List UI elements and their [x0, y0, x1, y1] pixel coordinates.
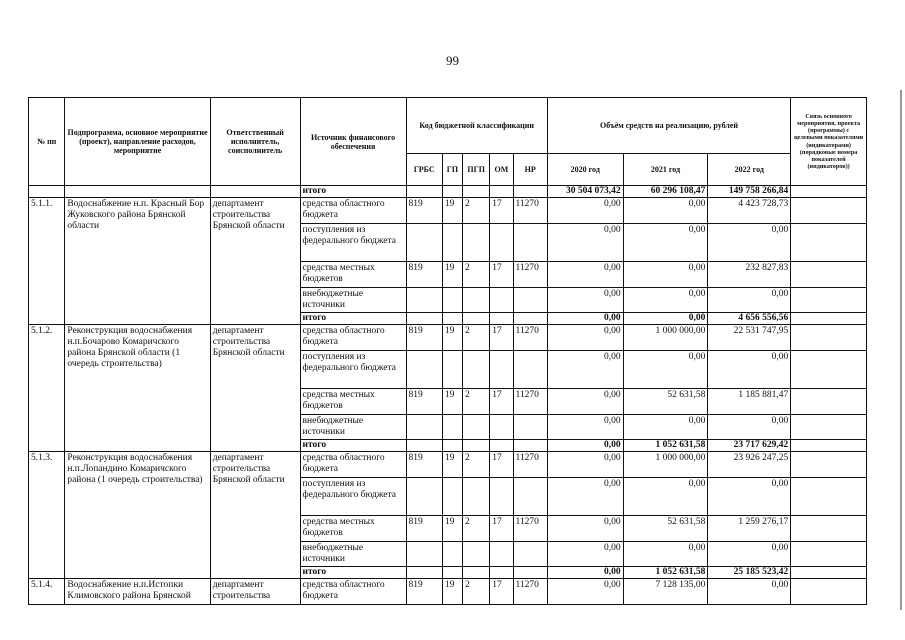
code-om: [490, 415, 513, 440]
header-link: Связь основного мероприятия, проекта (программы) с целевыми показателями (индикаторами) (порядковые номера показателей (индикаторов)): [791, 98, 867, 186]
code-grbs: 819: [406, 452, 442, 478]
cell-empty: [490, 440, 513, 452]
cell-empty: [791, 440, 867, 452]
code-gp: 19: [442, 198, 462, 224]
source-label: средства областного бюджета: [300, 452, 406, 478]
code-grbs: 819: [406, 516, 442, 542]
header-subprogram: Подпрограмма, основное мероприятие (проект), направление расходов, мероприятие: [65, 98, 210, 186]
cell-empty: [490, 313, 513, 325]
cell-empty: [490, 567, 513, 579]
cell-empty: [791, 415, 867, 440]
amount-2020: 0,00: [547, 579, 623, 605]
amount-2020: 0,00: [547, 198, 623, 224]
table-header: [29, 98, 867, 186]
code-pgp: [463, 542, 490, 567]
code-nr: 11270: [513, 325, 547, 351]
source-label: поступления из федерального бюджета: [300, 351, 406, 389]
code-gp: 19: [442, 325, 462, 351]
code-om: 17: [490, 262, 513, 288]
total-2020: 0,00: [547, 313, 623, 325]
cell-empty: [442, 440, 462, 452]
cell-empty: [513, 313, 547, 325]
amount-2022: 0,00: [708, 288, 791, 313]
amount-2022: 23 926 247,25: [708, 452, 791, 478]
code-nr: 11270: [513, 198, 547, 224]
amount-2022: 0,00: [708, 224, 791, 262]
cell-empty: [791, 288, 867, 313]
cell-empty: [513, 440, 547, 452]
total-2022: 25 185 523,42: [708, 567, 791, 579]
code-gp: [442, 478, 462, 516]
total-2022: 23 717 629,42: [708, 440, 791, 452]
code-grbs: 819: [406, 262, 442, 288]
total-2021: 1 052 631,58: [623, 567, 708, 579]
header-pgp: ПГП: [463, 154, 490, 186]
amount-2022: 0,00: [708, 478, 791, 516]
code-nr: 11270: [513, 579, 547, 605]
amount-2021: 0,00: [623, 224, 708, 262]
section-name: Водоснабжение н.п.Истопки Климовского района Брянской: [65, 579, 210, 605]
total-2021: 1 052 631,58: [623, 440, 708, 452]
total-label: итого: [300, 186, 406, 198]
header-executor: Ответственный исполнитель, соисполнитель: [210, 98, 300, 186]
cell-empty: [29, 186, 65, 198]
cell-empty: [406, 186, 442, 198]
cell-empty: [791, 262, 867, 288]
cell-empty: [406, 567, 442, 579]
cell-empty: [791, 224, 867, 262]
header-om: ОМ: [490, 154, 513, 186]
code-gp: [442, 542, 462, 567]
amount-2020: 0,00: [547, 478, 623, 516]
amount-2020: 0,00: [547, 452, 623, 478]
amount-2020: 0,00: [547, 542, 623, 567]
code-om: [490, 351, 513, 389]
amount-2022: 4 423 728,73: [708, 198, 791, 224]
code-pgp: 2: [463, 262, 490, 288]
code-grbs: [406, 542, 442, 567]
section-name: Реконструкция водоснабжения н.п.Лопандино Комаричского района (1 очередь строительства): [65, 452, 210, 579]
source-label: внебюджетные источники: [300, 288, 406, 313]
section-number: 5.1.4.: [29, 579, 65, 605]
header-2021: 2021 год: [623, 154, 708, 186]
code-gp: 19: [442, 389, 462, 415]
code-gp: [442, 415, 462, 440]
code-nr: 11270: [513, 516, 547, 542]
amount-2020: 0,00: [547, 351, 623, 389]
code-grbs: [406, 288, 442, 313]
source-row: [29, 325, 867, 351]
header-2022: 2022 год: [708, 154, 791, 186]
amount-2020: 0,00: [547, 516, 623, 542]
source-label: средства областного бюджета: [300, 325, 406, 351]
cell-empty: [442, 567, 462, 579]
cell-empty: [65, 186, 210, 198]
cell-empty: [463, 313, 490, 325]
code-pgp: [463, 478, 490, 516]
code-om: 17: [490, 389, 513, 415]
cell-empty: [406, 313, 442, 325]
amount-2021: 1 000 000,00: [623, 452, 708, 478]
code-om: [490, 288, 513, 313]
code-nr: [513, 224, 547, 262]
source-label: средства местных бюджетов: [300, 516, 406, 542]
amount-2022: 0,00: [708, 542, 791, 567]
total-2020: 30 504 073,42: [547, 186, 623, 198]
amount-2020: 0,00: [547, 262, 623, 288]
code-om: 17: [490, 579, 513, 605]
cell-empty: [513, 567, 547, 579]
cell-empty: [791, 198, 867, 224]
source-row: [29, 452, 867, 478]
amount-2021: 52 631,58: [623, 389, 708, 415]
amount-2022: 232 827,83: [708, 262, 791, 288]
amount-2022: 22 531 747,95: [708, 325, 791, 351]
header-gp: ГП: [442, 154, 462, 186]
amount-2022: 0,00: [708, 579, 791, 605]
section-executor: департамент строительства Брянской области: [210, 325, 300, 452]
cell-empty: [463, 567, 490, 579]
total-2020: 0,00: [547, 440, 623, 452]
code-gp: [442, 351, 462, 389]
source-label: средства областного бюджета: [300, 579, 406, 605]
total-label: итого: [300, 567, 406, 579]
code-grbs: [406, 478, 442, 516]
code-om: 17: [490, 452, 513, 478]
header-source: Источник финансового обеспечения: [300, 98, 406, 186]
code-nr: [513, 415, 547, 440]
code-nr: 11270: [513, 389, 547, 415]
code-grbs: [406, 224, 442, 262]
cell-empty: [791, 452, 867, 478]
code-om: 17: [490, 325, 513, 351]
code-gp: 19: [442, 516, 462, 542]
header-2020: 2020 год: [547, 154, 623, 186]
source-label: средства областного бюджета: [300, 198, 406, 224]
source-label: средства местных бюджетов: [300, 389, 406, 415]
total-2021: 0,00: [623, 313, 708, 325]
cell-empty: [490, 186, 513, 198]
code-pgp: [463, 288, 490, 313]
cell-empty: [791, 579, 867, 605]
code-pgp: 2: [463, 389, 490, 415]
scan-edge-line: [900, 90, 902, 610]
code-nr: [513, 351, 547, 389]
code-gp: 19: [442, 262, 462, 288]
amount-2021: 0,00: [623, 415, 708, 440]
source-label: средства местных бюджетов: [300, 262, 406, 288]
amount-2021: 0,00: [623, 288, 708, 313]
amount-2021: 0,00: [623, 478, 708, 516]
table-body: [29, 186, 867, 605]
header-grbs: ГРБС: [406, 154, 442, 186]
code-pgp: [463, 351, 490, 389]
cell-empty: [791, 478, 867, 516]
code-grbs: 819: [406, 389, 442, 415]
section-executor: департамент строительства Брянской области: [210, 198, 300, 325]
cell-empty: [791, 186, 867, 198]
code-pgp: [463, 415, 490, 440]
amount-2020: 0,00: [547, 389, 623, 415]
amount-2020: 0,00: [547, 288, 623, 313]
section-number: 5.1.3.: [29, 452, 65, 579]
code-om: [490, 478, 513, 516]
amount-2021: 1 000 000,00: [623, 325, 708, 351]
code-pgp: [463, 224, 490, 262]
amount-2021: 0,00: [623, 198, 708, 224]
total-label: итого: [300, 440, 406, 452]
amount-2020: 0,00: [547, 325, 623, 351]
cell-empty: [406, 440, 442, 452]
amount-2021: 7 128 135,00: [623, 579, 708, 605]
code-grbs: 819: [406, 325, 442, 351]
total-label: итого: [300, 313, 406, 325]
cell-empty: [463, 440, 490, 452]
header-volume-group: Объём средств на реализацию, рублей: [547, 98, 790, 154]
amount-2020: 0,00: [547, 224, 623, 262]
code-gp: [442, 224, 462, 262]
amount-2021: 0,00: [623, 351, 708, 389]
code-grbs: [406, 351, 442, 389]
source-row: [29, 198, 867, 224]
cell-empty: [210, 186, 300, 198]
cell-empty: [442, 186, 462, 198]
code-pgp: 2: [463, 516, 490, 542]
source-row: [29, 579, 867, 605]
source-label: поступления из федерального бюджета: [300, 478, 406, 516]
code-grbs: [406, 415, 442, 440]
amount-2021: 0,00: [623, 262, 708, 288]
cell-empty: [791, 542, 867, 567]
source-label: поступления из федерального бюджета: [300, 224, 406, 262]
code-grbs: 819: [406, 198, 442, 224]
code-pgp: 2: [463, 198, 490, 224]
code-nr: [513, 478, 547, 516]
code-om: [490, 542, 513, 567]
code-om: 17: [490, 198, 513, 224]
top-total-row: [29, 186, 867, 198]
amount-2021: 0,00: [623, 542, 708, 567]
code-pgp: 2: [463, 325, 490, 351]
cell-empty: [791, 313, 867, 325]
cell-empty: [442, 313, 462, 325]
header-kbk-group: Код бюджетной классификации: [406, 98, 547, 154]
amount-2022: 0,00: [708, 351, 791, 389]
header-nr: НР: [513, 154, 547, 186]
code-gp: 19: [442, 452, 462, 478]
code-pgp: 2: [463, 579, 490, 605]
section-number: 5.1.2.: [29, 325, 65, 452]
code-nr: 11270: [513, 452, 547, 478]
section-executor: департамент строительства Брянской области: [210, 452, 300, 579]
code-gp: 19: [442, 579, 462, 605]
amount-2022: 0,00: [708, 415, 791, 440]
cell-empty: [791, 351, 867, 389]
code-nr: 11270: [513, 262, 547, 288]
amount-2020: 0,00: [547, 415, 623, 440]
section-executor: департамент строительства: [210, 579, 300, 605]
amount-2021: 52 631,58: [623, 516, 708, 542]
source-label: внебюджетные источники: [300, 542, 406, 567]
cell-empty: [513, 186, 547, 198]
budget-table: [28, 97, 867, 605]
amount-2022: 1 185 881,47: [708, 389, 791, 415]
cell-empty: [791, 516, 867, 542]
page-number: 99: [446, 53, 459, 68]
header-no: № пп: [29, 98, 65, 186]
code-gp: [442, 288, 462, 313]
cell-empty: [791, 389, 867, 415]
cell-empty: [463, 186, 490, 198]
amount-2022: 1 259 276,17: [708, 516, 791, 542]
code-pgp: 2: [463, 452, 490, 478]
code-nr: [513, 288, 547, 313]
source-label: внебюджетные источники: [300, 415, 406, 440]
cell-empty: [791, 567, 867, 579]
code-om: 17: [490, 516, 513, 542]
section-name: Водоснабжение н.п. Красный Бор Жуковского района Брянской области: [65, 198, 210, 325]
code-om: [490, 224, 513, 262]
total-2022: 149 758 266,84: [708, 186, 791, 198]
total-2021: 60 296 108,47: [623, 186, 708, 198]
cell-empty: [791, 325, 867, 351]
section-name: Реконструкция водоснабжения н.п.Бочарово Комаричского района Брянской области (1 очередь строительства): [65, 325, 210, 452]
code-grbs: 819: [406, 579, 442, 605]
code-nr: [513, 542, 547, 567]
total-2022: 4 656 556,56: [708, 313, 791, 325]
total-2020: 0,00: [547, 567, 623, 579]
section-number: 5.1.1.: [29, 198, 65, 325]
